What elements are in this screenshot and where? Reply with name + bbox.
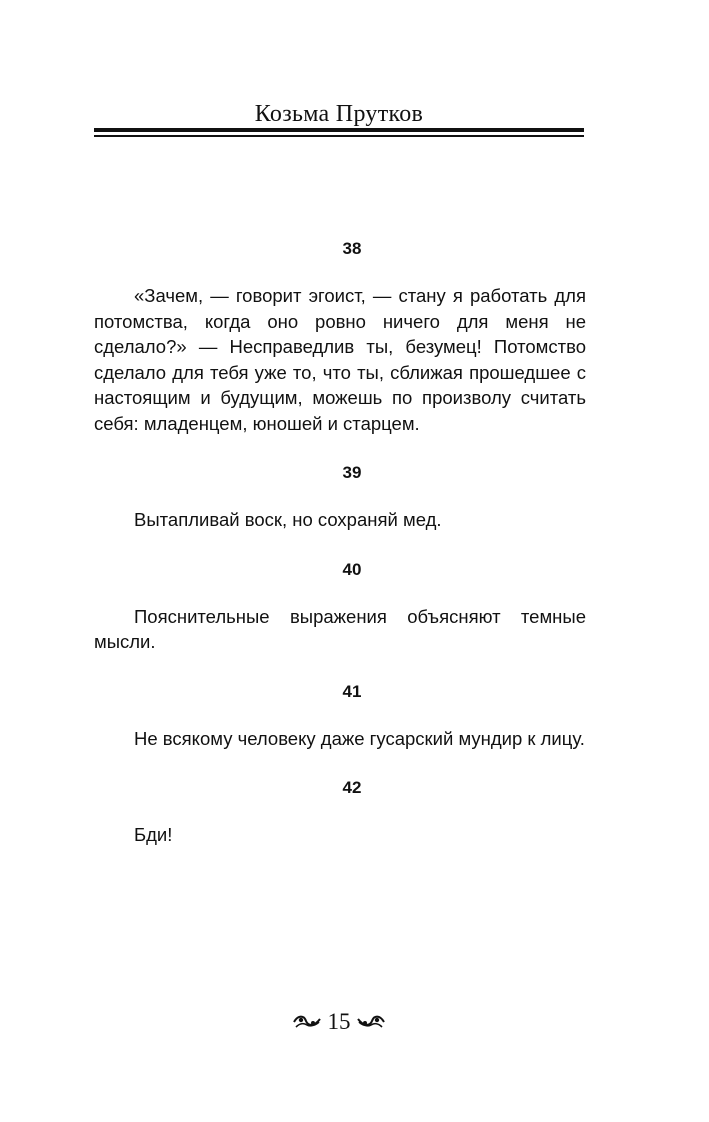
aphorism-text-39: Вытапливай воск, но сохраняй мед. <box>134 509 442 530</box>
header-rule-thick <box>94 128 584 132</box>
aphorism-number-42: 42 <box>342 778 362 797</box>
aphorism-text-38: «Зачем, — говорит эгоист, — стану я работать для потомства, когда оно ровно ничего для меня не сделало?» — Несправедлив ты, безумец! Потомство сделало для тебя уже то, что ты, сближая прошедшее с настоящим и будущим, можешь по произволу считать себя: младенцем, юношей и старцем. <box>94 285 586 434</box>
header-rule-thin <box>94 135 584 137</box>
aphorism-text-41: Не всякому человеку даже гусарский мундир к лицу. <box>134 727 585 749</box>
aphorism-number-41: 41 <box>342 681 362 701</box>
aphorism-number-38: 38 <box>342 239 362 258</box>
aphorism-number-39: 39 <box>342 463 362 482</box>
aphorism-text-40: Пояснительные выражения объясняют темные мысли. <box>94 605 586 652</box>
aphorism-number-40: 40 <box>342 559 362 579</box>
fleuron-right-icon <box>356 1013 386 1031</box>
aphorism-text-42: Бди! <box>134 824 173 845</box>
running-head-title: Козьма Прутков <box>254 101 424 127</box>
page-number: 15 <box>327 1009 351 1034</box>
fleuron-left-icon <box>292 1013 322 1031</box>
page-footer <box>94 1006 584 1038</box>
aphorisms-block <box>94 236 586 848</box>
